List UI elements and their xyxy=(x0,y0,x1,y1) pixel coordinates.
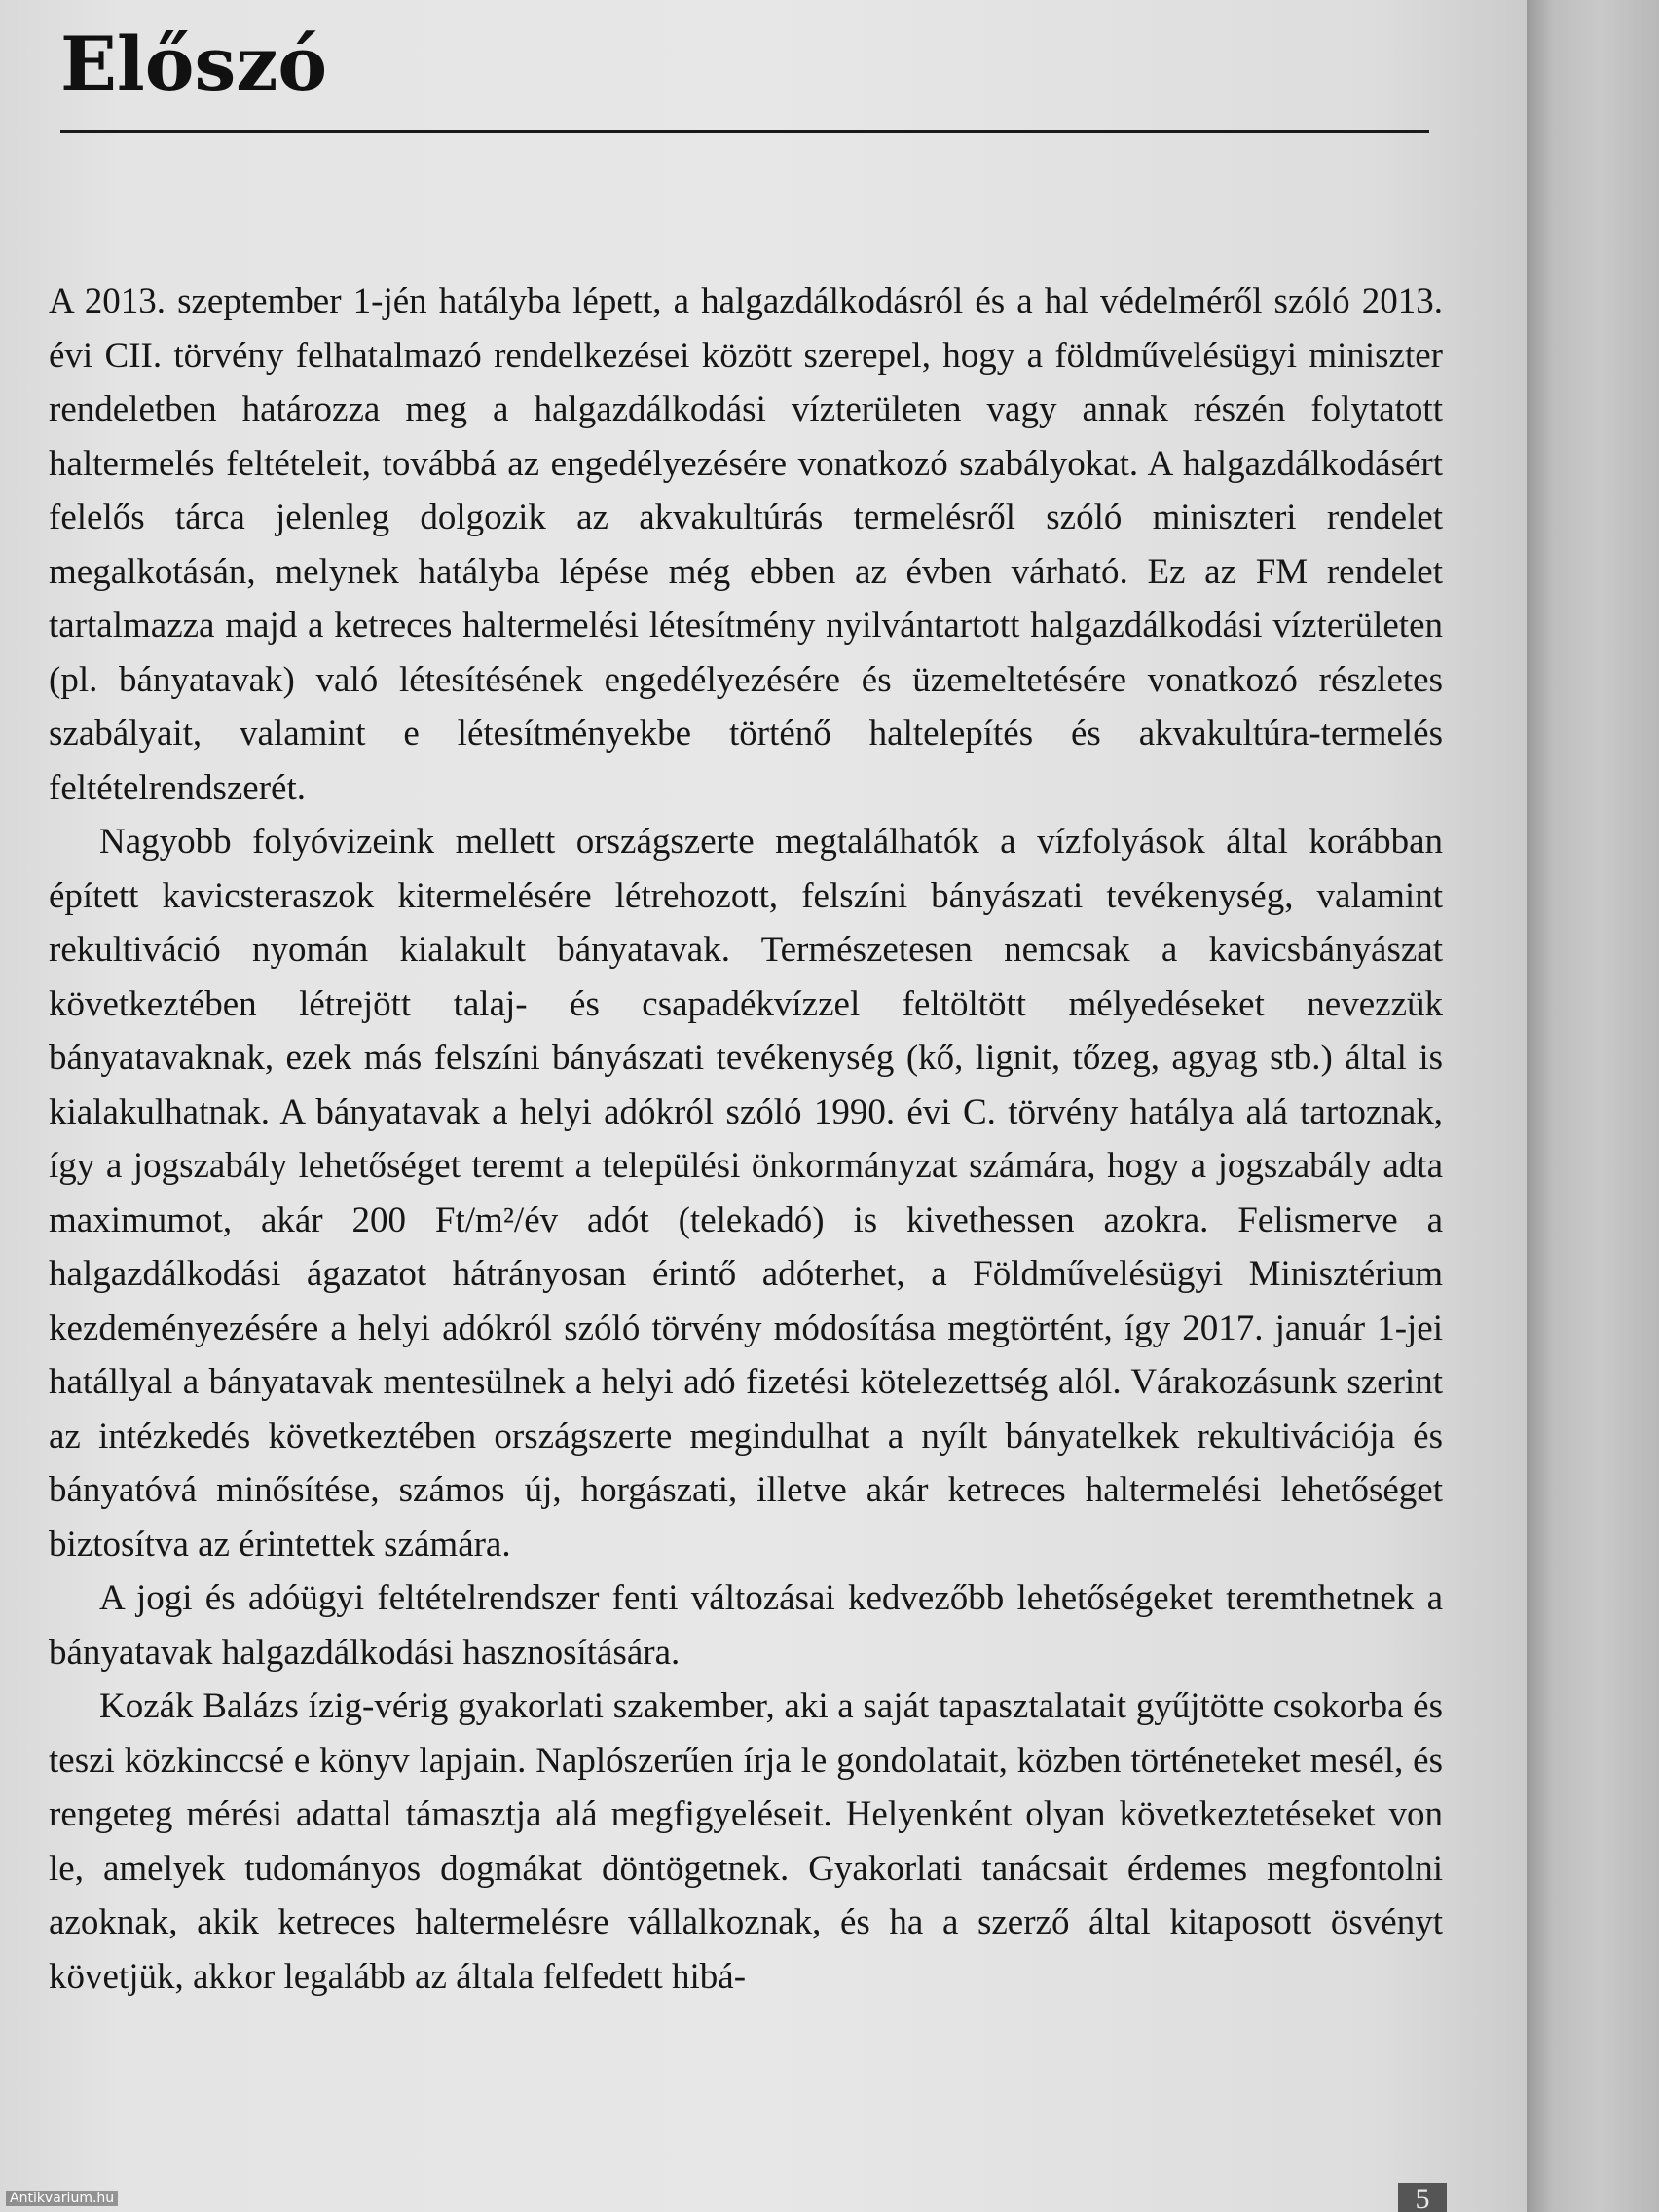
page-number: 5 xyxy=(1398,2183,1447,2212)
paragraph-2: Nagyobb folyóvizeink mellett országszerte megtalálhatók a vízfolyások által korábban épített kavicsteraszok kitermelésére létrehozott, felszíni bányászati tevékenység, valamint rekultiváció nyomán kialakult bányatavak. Természetesen nemcsak a kavicsbányászat következtében létrejött talaj- és csapadékvízzel feltöltött mélyedéseket nevezzük bányatavaknak, ezek más felszíni bányászati tevékenység (kő, lignit, tőzeg, agyag stb.) által is kialakulhatnak. A bányatavak a helyi adókról szóló 1990. évi C. törvény hatálya alá tartoznak, így a jogszabály lehetőséget teremt a települési önkormányzat számára, hogy a jogszabály adta maximumot, akár 200 Ft/m²/év adót (telekadó) is kivethessen azokra. Felismerve a halgazdálkodási ágazatot hátrányosan érintő adóterhet, a Földművelésügyi Minisztérium kezdeményezésére a helyi adókról szóló törvény módosítása megtörtént, így 2017. január 1-jei hatállyal a bányatavak mentesülnek a helyi adó fizetési kötelezettség alól. Várakozásunk szerint az intézkedés következtében országszerte megindulhat a nyílt bányatelkek rekultivációja és bányatóvá minősítése, számos új, horgászati, illetve akár ketreces haltermelési lehetőséget biztosítva az érintettek számára. xyxy=(49,822,1443,1565)
body-text xyxy=(49,275,1443,2004)
book-binding-edge xyxy=(1527,0,1659,2212)
paragraph-4: Kozák Balázs ízig-vérig gyakorlati szakember, aki a saját tapasztalatait gyűjtötte csokorba és teszi közkinccsé e könyv lapjain. Naplószerűen írja le gondolatait, közben történeteket mesél, és rengeteg mérési adattal támasztja alá megfigyeléseit. Helyenként olyan következtetéseket von le, amelyek tudományos dogmákat döntögetnek. Gyakorlati tanácsait érdemes megfontolni azoknak, akik ketreces haltermelésre vállalkoznak, és ha a szerző által kitaposott ösvényt követjük, akkor legalább az általa felfedett hibá- xyxy=(49,1686,1443,1997)
chapter-heading: Előszó xyxy=(60,20,328,107)
heading-rule xyxy=(60,130,1429,133)
watermark: Antikvarium.hu xyxy=(6,2191,118,2206)
paragraph-1: A 2013. szeptember 1-jén hatályba lépett, a halgazdálkodásról és a hal védelméről szóló 2013. évi CII. törvény felhatalmazó rendelkezései között szerepel, hogy a földművelésügyi miniszter rendeletben határozza meg a halgazdálkodási vízterületen vagy annak részén folytatott haltermelés feltételeit, továbbá az engedélyezésére vonatkozó szabályokat. A halgazdálkodásért felelős tárca jelenleg dolgozik az akvakultúrás termelésről szóló miniszteri rendelet megalkotásán, melynek hatályba lépése még ebben az évben várható. Ez az FM rendelet tartalmazza majd a ketreces haltermelési létesítmény nyilvántartott halgazdálkodási vízterületen (pl. bányatavak) való létesítésének engedélyezésére és üzemeltetésére vonatkozó részletes szabályait, valamint e létesítményekbe történő haltelepítés és akvakultúra-termelés feltételrendszerét. xyxy=(49,281,1443,808)
paragraph-3: A jogi és adóügyi feltételrendszer fenti változásai kedvezőbb lehetőségeket teremthetnek a bányatavak halgazdálkodási hasznosítására. xyxy=(49,1578,1443,1673)
